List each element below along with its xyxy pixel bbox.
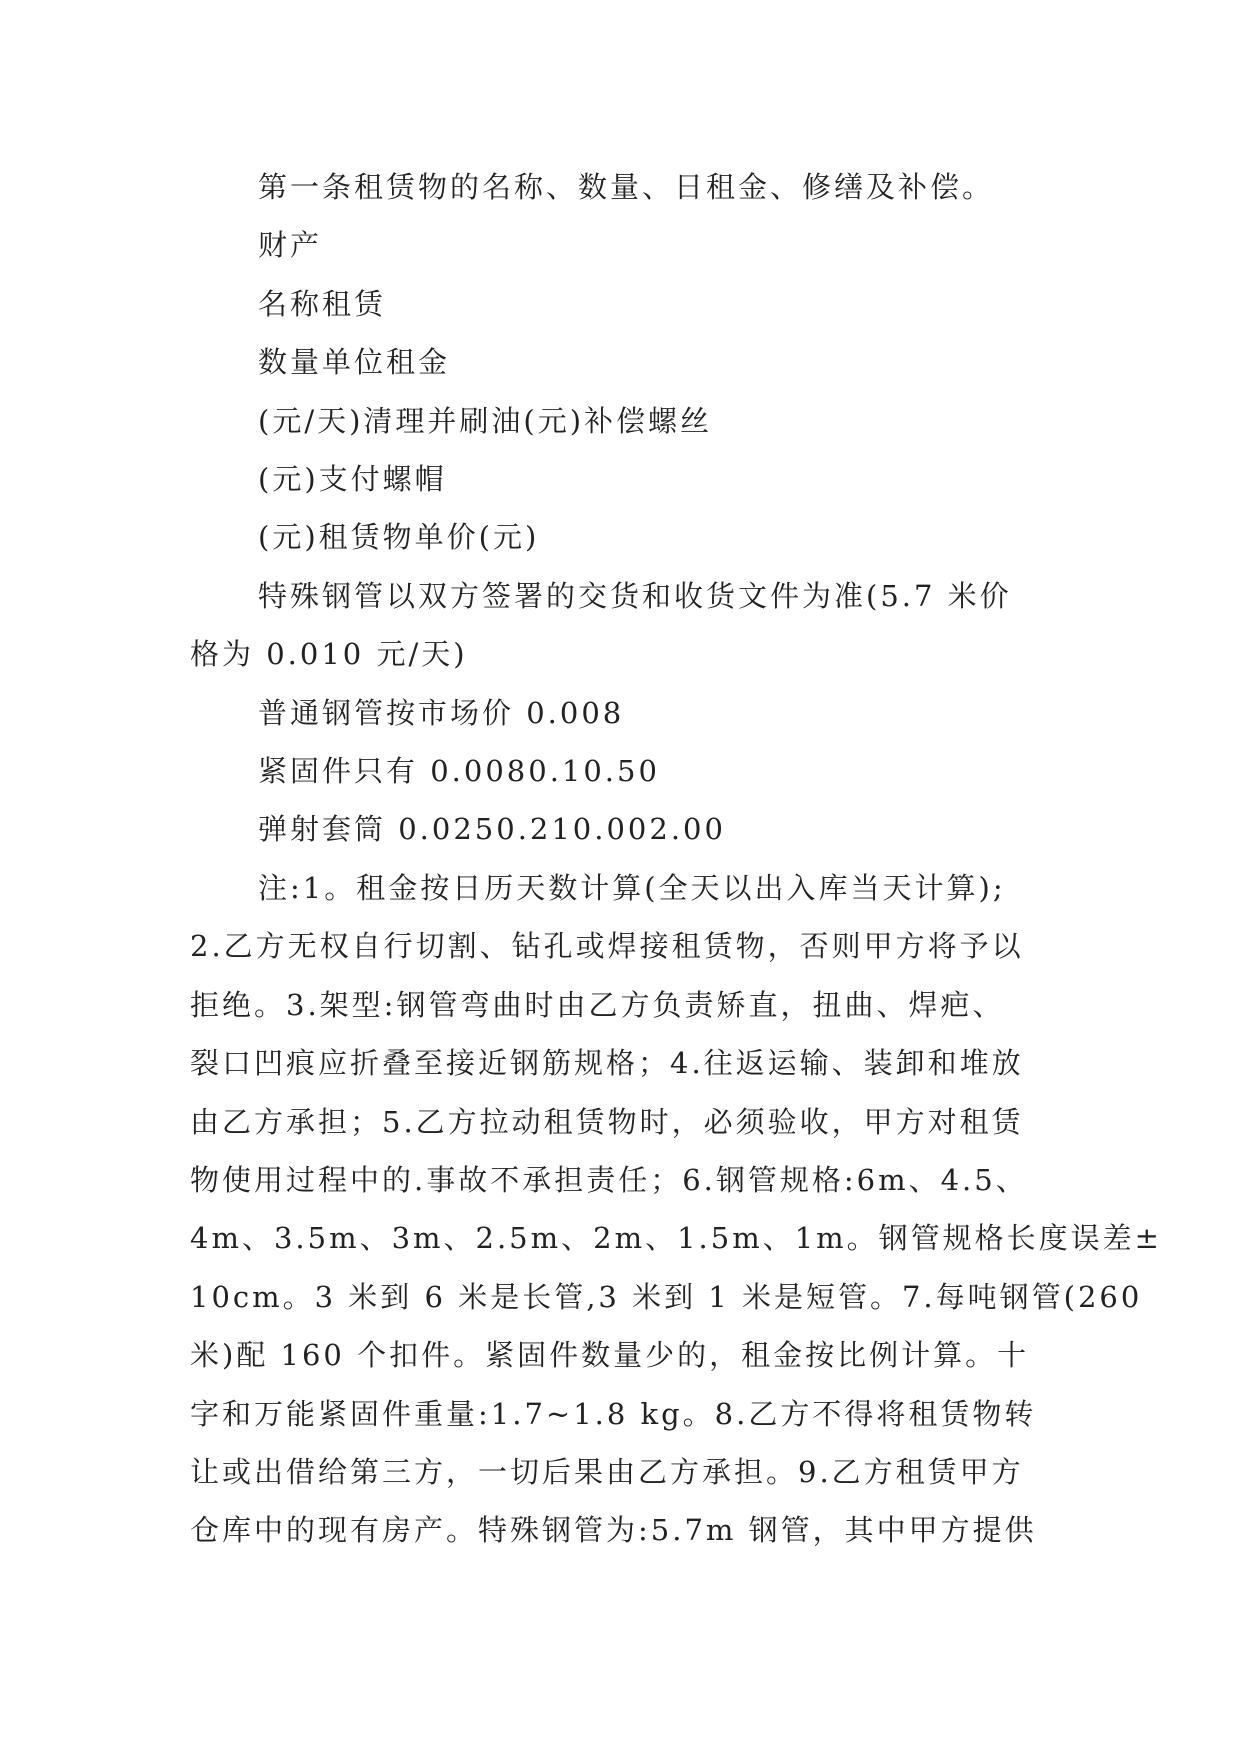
- special-pipe-line-1: 特殊钢管以双方签署的交货和收货文件为准(5.7 米价: [258, 578, 1012, 613]
- special-pipe-paragraph: [190, 567, 1056, 684]
- text-line: 名称租赁: [258, 286, 387, 321]
- notes-line: 10cm。3 米到 6 米是长管,3 米到 1 米是短管。7.每吨钢管(260: [190, 1279, 1143, 1314]
- notes-line: 字和万能紧固件重量:1.7~1.8 kg。8.乙方不得将租赁物转: [190, 1396, 1037, 1431]
- text-line: (元/天)清理并刷油(元)补偿螺丝: [258, 403, 713, 438]
- rate-line: 弹射套筒 0.0250.210.002.00: [258, 812, 726, 847]
- notes-line: 拒绝。3.架型:钢管弯曲时由乙方负责矫直，扭曲、焊疤、: [190, 987, 1005, 1022]
- notes-line: 米)配 160 个扣件。紧固件数量少的，租金按比例计算。十: [190, 1338, 1030, 1373]
- text-line: 财产: [258, 228, 323, 263]
- rate-line: 普通钢管按市场价 0.008: [258, 695, 625, 730]
- notes-line: 让或出借给第三方，一切后果由乙方承担。9.乙方租赁甲方: [190, 1454, 1024, 1489]
- notes-line: 由乙方承担；5.乙方拉动租赁物时，必须验收，甲方对租赁: [190, 1104, 1024, 1139]
- text-line: (元)租赁物单价(元): [258, 520, 540, 555]
- article-heading: 第一条租赁物的名称、数量、日租金、修缮及补偿。: [258, 170, 995, 204]
- notes-line: 4m、3.5m、3m、2.5m、2m、1.5m、1m。钢管规格长度误差±: [190, 1221, 1162, 1256]
- notes-line: 2.乙方无权自行切割、钻孔或焊接租赁物，否则甲方将予以: [190, 929, 1024, 964]
- notes-line: 仓库中的现有房产。特殊钢管为:5.7m 钢管，其中甲方提供: [190, 1513, 1037, 1548]
- notes-line: 注:1。租金按日历天数计算(全天以出入库当天计算);: [258, 870, 1006, 905]
- special-pipe-line-2: 格为 0.010 元/天): [190, 637, 468, 672]
- text-line: (元)支付螺帽: [258, 462, 447, 497]
- text-line: 数量单位租金: [258, 345, 451, 380]
- notes-paragraph: [190, 859, 1162, 1560]
- document-body: [190, 158, 1162, 1560]
- notes-line: 裂口凹痕应折叠至接近钢筋规格；4.往返运输、装卸和堆放: [190, 1046, 1024, 1081]
- notes-line: 物使用过程中的.事故不承担责任；6.钢管规格:6m、4.5、: [190, 1162, 1028, 1197]
- rate-line: 紧固件只有 0.0080.10.50: [258, 754, 660, 789]
